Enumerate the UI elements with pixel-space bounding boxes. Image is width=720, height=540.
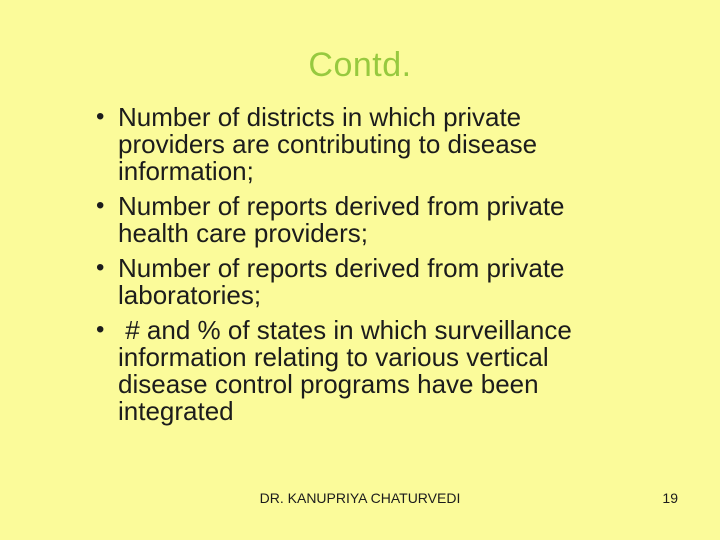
bullet-icon: • [96, 192, 105, 219]
bullet-item-1 [88, 104, 600, 185]
bullet-list [88, 104, 600, 433]
bullet-text: # and % of states in which surveillance information relating to various vertical disease control programs have been integrated [118, 315, 580, 426]
bullet-icon: • [96, 254, 105, 281]
bullet-text: Number of districts in which private providers are contributing to disease information; [118, 102, 545, 186]
bullet-icon: • [96, 103, 105, 130]
page-number: 19 [662, 490, 678, 506]
bullet-item-4 [88, 317, 600, 425]
footer-author: DR. KANUPRIYA CHATURVEDI [259, 490, 461, 506]
bullet-item-2 [88, 193, 600, 247]
bullet-text: Number of reports derived from private health care providers; [118, 191, 572, 248]
slide-title: Contd. [308, 46, 412, 84]
bullet-item-3 [88, 255, 600, 309]
bullet-icon: • [96, 316, 105, 343]
bullet-text: Number of reports derived from private laboratories; [118, 253, 572, 310]
